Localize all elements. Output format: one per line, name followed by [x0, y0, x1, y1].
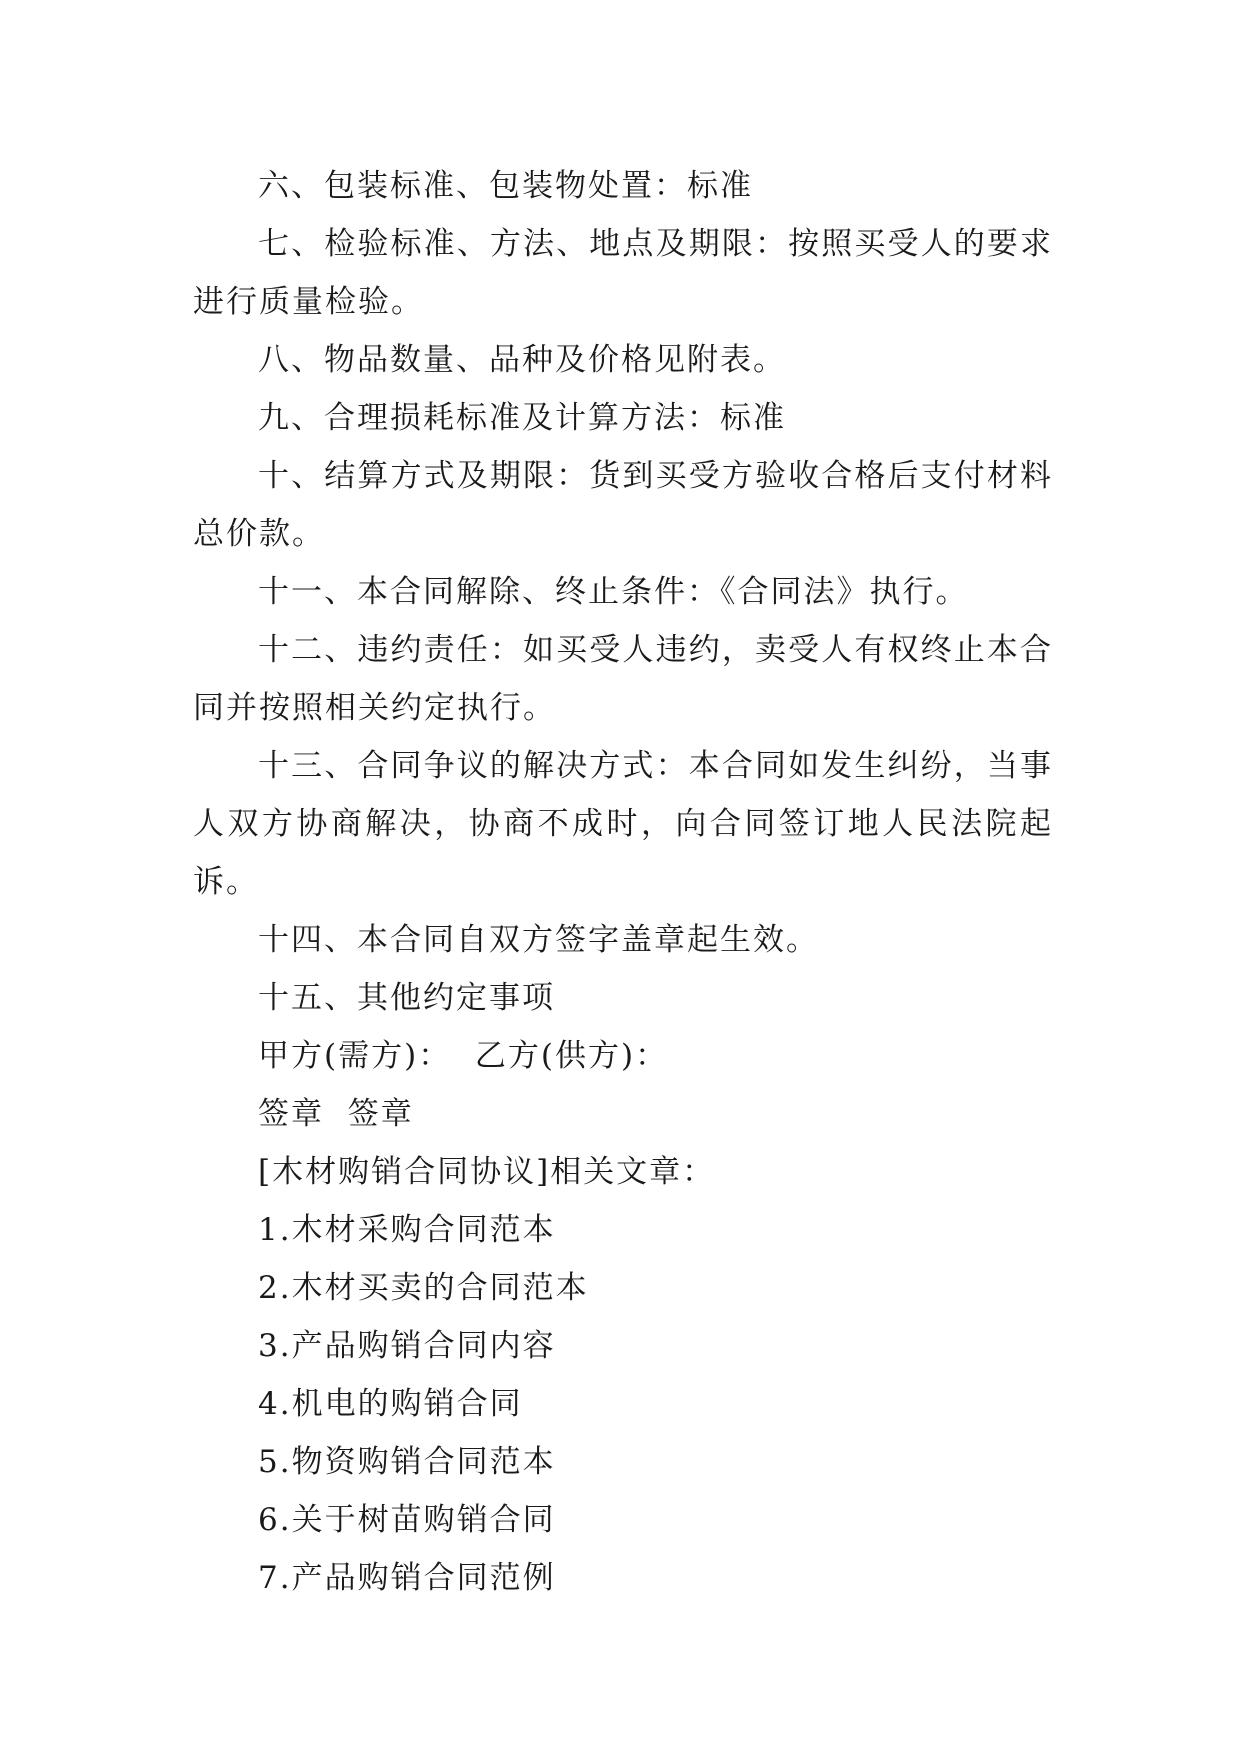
related-article-link[interactable]: 5.物资购销合同范本: [258, 1444, 556, 1480]
clause-7: 七、检验标准、方法、地点及期限：按照买受人的要求进行质量检验。: [193, 226, 1053, 320]
document-body: [193, 157, 1053, 1607]
related-articles-heading: [木材购销合同协议]相关文章：: [258, 1154, 716, 1190]
clause-11: 十一、本合同解除、终止条件：《合同法》执行。: [258, 574, 969, 610]
clause-15: 十五、其他约定事项: [258, 980, 555, 1016]
signature-parties: 甲方(需方)： 乙方(供方)：: [258, 1038, 669, 1074]
related-article-link[interactable]: 1.木材采购合同范本: [258, 1212, 556, 1248]
signature-seals: 签章 签章: [258, 1096, 414, 1132]
clause-10: 十、结算方式及期限：货到买受方验收合格后支付材料总价款。: [193, 458, 1053, 552]
related-article-link[interactable]: 2.木材买卖的合同范本: [258, 1270, 589, 1306]
clause-9: 九、合理损耗标准及计算方法：标准: [258, 400, 786, 436]
clause-6: 六、包装标准、包装物处置：标准: [258, 168, 753, 204]
related-article-link[interactable]: 6.关于树苗购销合同: [258, 1502, 556, 1538]
clause-14: 十四、本合同自双方签字盖章起生效。: [258, 922, 819, 958]
related-article-link[interactable]: 4.机电的购销合同: [258, 1386, 523, 1422]
clause-13: 十三、合同争议的解决方式：本合同如发生纠纷，当事人双方协商解决，协商不成时，向合同签订地人民法院起诉。: [193, 748, 1053, 900]
clause-12: 十二、违约责任：如买受人违约，卖受人有权终止本合同并按照相关约定执行。: [193, 632, 1053, 726]
clause-8: 八、物品数量、品种及价格见附表。: [258, 342, 786, 378]
related-article-link[interactable]: 7.产品购销合同范例: [258, 1560, 556, 1596]
related-article-link[interactable]: 3.产品购销合同内容: [258, 1328, 556, 1364]
